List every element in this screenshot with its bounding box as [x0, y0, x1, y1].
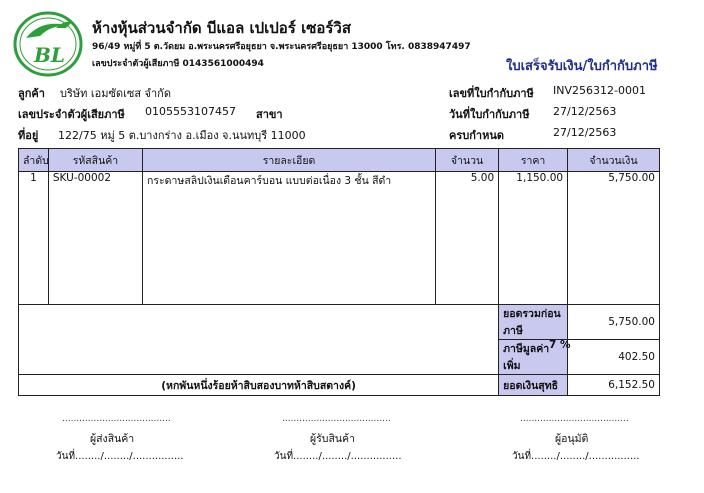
company-tax-id: เลขประจำตัวผู้เสียภาษี 0143561000494: [92, 59, 264, 69]
company-logo: [12, 10, 84, 78]
vat-rate: 7 %: [549, 339, 571, 351]
table-header-row: [19, 149, 660, 172]
header-qty: จำนวน: [435, 149, 498, 172]
header-desc: รายละเอียด: [143, 149, 436, 172]
total-value: 6,152.50: [568, 375, 660, 396]
total-label: ยอดเงินสุทธิ: [499, 375, 568, 396]
subtotal-label: ยอดรวมก่อนภาษี: [499, 305, 568, 340]
row-no: 1: [19, 172, 49, 305]
customer-label: ลูกค้า: [18, 87, 45, 100]
customer-tax-label: เลขประจำตัวผู้เสียภาษี: [18, 108, 125, 121]
customer-name: บริษัท เอมซัดเซส จำกัด: [60, 87, 171, 100]
due-date: 27/12/2563: [553, 126, 617, 139]
row-qty: 5.00: [435, 172, 498, 305]
row-desc: กระดาษสลิปเงินเดือนคาร์บอน แบบต่อเนื่อง 3 ชั้น สีดำ: [143, 172, 436, 305]
receiver-date: วันที่......../......../................: [274, 451, 402, 462]
invoice-date-label: วันที่ใบกำกับภาษี: [449, 108, 530, 121]
vat-label: ภาษีมูลค่าเพิ่ม: [503, 343, 550, 372]
sender-label: ผู้ส่งสินค้า: [90, 433, 135, 445]
total-row: [19, 375, 660, 396]
logo-letters: BL: [34, 43, 65, 67]
invoice-no: INV256312-0001: [553, 84, 646, 97]
customer-tax-id: 0105553107457: [145, 105, 236, 118]
header-no: ลำดับ: [19, 149, 49, 172]
header-amount: จำนวนเงิน: [568, 149, 660, 172]
row-code: SKU-00002: [48, 172, 142, 305]
address-label: ที่อยู่: [18, 129, 39, 142]
row-price: 1,150.00: [499, 172, 568, 305]
branch-label: สาขา: [256, 108, 283, 121]
approver-date: วันที่......../......../................: [512, 451, 640, 462]
total-in-words: (หกพันหนึ่งร้อยห้าสิบสองบาทห้าสิบสตางค์): [19, 375, 499, 396]
invoice-date: 27/12/2563: [553, 105, 617, 118]
sender-date: วันที่......../......../................: [56, 451, 184, 462]
due-date-label: ครบกำหนด: [449, 129, 504, 142]
row-amount: 5,750.00: [568, 172, 660, 305]
company-name: ห้างหุ้นส่วนจำกัด บีแอล เปเปอร์ เซอร์วิส: [92, 19, 352, 37]
vat-value: 402.50: [568, 340, 660, 375]
table-row: [19, 172, 660, 305]
subtotal-row: [19, 305, 660, 340]
invoice-no-label: เลขที่ใบกำกับภาษี: [449, 87, 534, 100]
header-price: ราคา: [499, 149, 568, 172]
receiver-label: ผู้รับสินค้า: [310, 433, 355, 445]
approver-label: ผู้อนุมัติ: [555, 433, 589, 445]
receiver-sign-line: ......................................: [282, 414, 391, 424]
summary-blank: [19, 305, 499, 375]
subtotal-value: 5,750.00: [568, 305, 660, 340]
customer-address: 122/75 หมู่ 5 ต.บางกร่าง อ.เมือง จ.นนทบุรี 11000: [58, 129, 306, 142]
items-table: [18, 148, 660, 396]
sender-sign-line: ......................................: [62, 414, 171, 424]
document-title: ใบเสร็จรับเงิน/ใบกำกับภาษี: [506, 59, 658, 74]
approver-sign-line: ......................................: [520, 414, 629, 424]
company-address: 96/49 หมู่ที่ 5 ต.วัดยม อ.พระนครศรีอยุธยา จ.พระนครศรีอยุธยา 13000 โทร. 0838947497: [92, 42, 471, 52]
header-code: รหัสสินค้า: [48, 149, 142, 172]
